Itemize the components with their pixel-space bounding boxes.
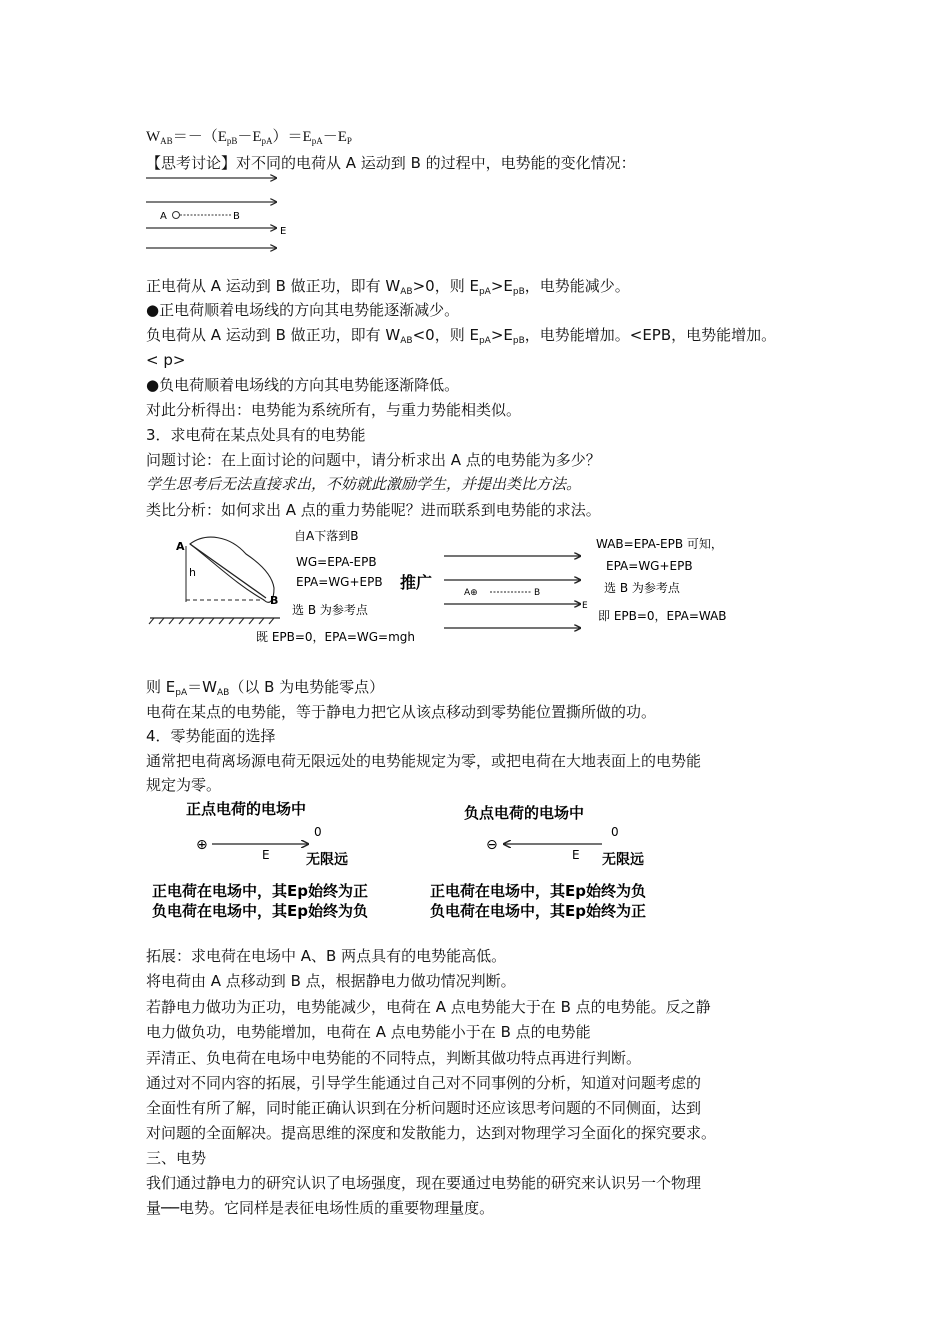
left-e: E (262, 848, 270, 862)
point-charge-figure (146, 796, 686, 924)
positive-charge-line: 正电荷从 A 运动到 B 做正功，即有 $W_{AB}>0$，则 $E_{pA}>E_{pB}$，电势能减少。 (146, 277, 630, 297)
epa2-eq: EPA=WG+EPB (606, 559, 693, 573)
right-title: 负点电荷的电场中 (464, 804, 585, 822)
extend-line-3: 电力做负功，电势能增加，电荷在 A 点电势能小于在 B 点的电势能 (146, 1023, 591, 1041)
analogy-figure (146, 524, 746, 650)
extend-line-5: 通过对不同内容的拓展，引导学生能通过自己对不同事例的分析，知道对问题考虑的 (146, 1074, 702, 1092)
a-charge-label: A⊕ (464, 588, 478, 598)
curved-path (190, 537, 274, 602)
extend-line-0: 拓展：求电荷在电场中 A、B 两点具有的电势能高低。 (146, 947, 507, 965)
stray-tag: < p> (146, 351, 186, 369)
section-3-potential-heading: 三、电势 (146, 1149, 207, 1167)
e-field-label: E (582, 601, 588, 611)
then-line: 则 $E_{pA}=W_{AB}$（以 B 为电势能零点） (146, 678, 385, 698)
result-text: 即 EPB=0，EPA=WAB (598, 609, 727, 623)
plus-charge-icon: ⊕ (196, 837, 208, 853)
right-line2: 负电荷在电场中，其Ep始终为正 (430, 902, 646, 920)
negative-charge-line: 负电荷从 A 运动到 B 做正功，即有 $W_{AB}<0$，则 $E_{pA}>E_{pB}$，电势能增加。<EPB，电势能增加。 (146, 326, 777, 346)
extend-line-9: 我们通过静电力的研究认识了电场强度，现在要通过电势能的研究来认识另一个物理 (146, 1174, 702, 1192)
zero-paragraph-line1: 通常把电荷离场源电荷无限远处的电势能规定为零，或把电荷在大地表面上的电势能 (146, 752, 702, 770)
bullet-negative: ●负电荷顺着电场线的方向其电势能逐渐降低。 (146, 376, 460, 394)
point-a-label: A (160, 211, 167, 222)
definition-line: 电荷在某点的电势能，等于静电力把它从该点移动到零势能位置撕所做的功。 (146, 703, 657, 721)
wg-eq: WG=EPA-EPB (296, 555, 377, 569)
label-h: h (189, 566, 196, 579)
section-4-heading: 4．零势能面的选择 (146, 727, 276, 745)
student-think-line: 学生思考后无法直接求出，不妨就此激励学生，并提出类比方法。 (146, 477, 582, 493)
extend-line-1: 将电荷由 A 点移动到 B 点，根据静电力做功情况判断。 (146, 972, 516, 990)
so-text: 既 EPB=0，EPA=WG=mgh (256, 630, 416, 644)
left-title: 正点电荷的电场中 (186, 800, 307, 818)
analogy-line: 类比分析：如何求出 A 点的重力势能呢？进而联系到电势能的求法。 (146, 501, 601, 519)
left-line1: 正电荷在电场中，其Ep始终为正 (152, 882, 368, 900)
tuiguang-text: 推广 (400, 573, 433, 592)
wab-eq: WAB=EPA-EPB 可知， (596, 537, 723, 551)
right-e: E (572, 848, 580, 862)
formula-top: $W_{AB}=-(E_{pB}-E_{pA})=E_{pA}-E_P$ (146, 129, 352, 146)
analysis-line: 对此分析得出：电势能为系统所有，与重力势能相类似。 (146, 401, 522, 419)
extend-line-7: 对问题的全面解决。提高思维的深度和发散能力，达到对物理学习全面化的探究要求。 (146, 1124, 717, 1142)
label-a: A (176, 540, 185, 553)
left-line2: 负电荷在电场中，其Ep始终为负 (152, 902, 368, 920)
extend-line-6: 全面性有所了解，同时能正确认识到在分析问题时还应该思考问题的不同侧面，达到 (146, 1099, 702, 1117)
extend-line-2: 若静电力做功为正功，电势能减少，电荷在 A 点电势能大于在 B 点的电势能。反之静 (146, 998, 711, 1016)
minus-charge-icon: ⊖ (486, 837, 498, 853)
bullet-positive: ●正电荷顺着电场线的方向其电势能逐渐减少。 (146, 301, 460, 319)
question-line: 问题讨论：在上面讨论的问题中，请分析求出 A 点的电势能为多少？ (146, 451, 601, 469)
right-infinity: 无限远 (602, 852, 644, 868)
left-infinity: 无限远 (306, 852, 348, 868)
label-b: B (270, 594, 279, 607)
b-charge-label: B (534, 588, 541, 598)
left-zero: 0 (314, 825, 322, 839)
field-lines-figure (146, 168, 296, 254)
epa-eq: EPA=WG+EPB (296, 575, 383, 589)
point-b-label: B (233, 211, 240, 222)
section-3-heading: 3．求电荷在某点处具有的电势能 (146, 426, 366, 444)
choose-b2-text: 选 B 为参考点 (604, 581, 680, 595)
field-e-label: E (280, 226, 287, 237)
charge-circle-icon (173, 212, 180, 219)
choose-b-text: 选 B 为参考点 (292, 603, 368, 617)
zero-paragraph-line2: 规定为零。 (146, 776, 222, 794)
right-zero: 0 (611, 825, 619, 839)
extend-line-4: 弄清正、负电荷在电场中电势能的不同特点，判断其做功特点再进行判断。 (146, 1049, 642, 1067)
think-discuss-line: 【思考讨论】对不同的电荷从 A 运动到 B 的过程中，电势能的变化情况： (146, 154, 636, 172)
right-line1: 正电荷在电场中，其Ep始终为负 (430, 882, 646, 900)
extend-line-10: 量──电势。它同样是表征电场性质的重要物理量度。 (146, 1199, 495, 1217)
fall-text: 自A下落到B (294, 529, 359, 543)
